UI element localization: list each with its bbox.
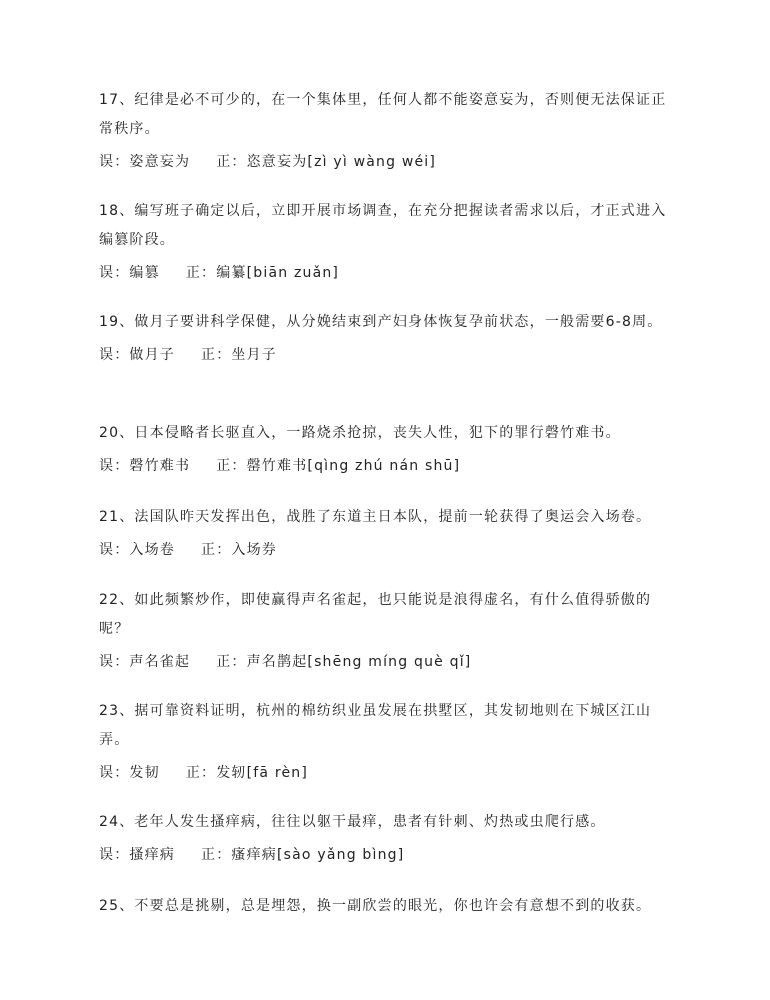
entry-sentence: 22、如此频繁炒作，即使赢得声名雀起，也只能说是浪得虚名，有什么值得骄傲的呢？	[99, 592, 652, 637]
correct-form: 正：编纂[biān zuǎn]	[185, 265, 340, 281]
entry-20	[99, 419, 669, 476]
entry-sentence: 24、老年人发生搔痒病，往往以躯干最痒，患者有针刺、灼热或虫爬行感。	[99, 814, 606, 830]
entry-25	[99, 892, 669, 921]
correct-form: 正：入场券	[201, 542, 277, 558]
wrong-form: 误：声名雀起	[99, 654, 191, 670]
entry-sentence: 17、纪律是必不可少的，在一个集体里，任何人都不能姿意妄为，否则便无法保证正常秩序。	[99, 92, 667, 137]
wrong-form: 误：做月子	[99, 347, 175, 363]
entry-correction	[99, 763, 669, 783]
entry-correction	[99, 845, 669, 865]
correct-form: 正：恣意妄为[zì yì wàng wéi]	[216, 154, 437, 170]
entry-23	[99, 697, 669, 783]
correct-form: 正：声名鹊起[shēng míng què qǐ]	[216, 654, 472, 670]
entry-correction	[99, 152, 669, 172]
entry-sentence: 20、日本侵略者长驱直入，一路烧杀抢掠，丧失人性，犯下的罪行磬竹难书。	[99, 425, 621, 441]
correct-form: 正：发轫[fā rèn]	[185, 765, 309, 781]
wrong-form: 误：编篡	[99, 265, 160, 281]
entry-correction	[99, 540, 669, 560]
correct-form: 正：坐月子	[201, 347, 277, 363]
wrong-form: 误：发韧	[99, 765, 160, 781]
entry-sentence: 19、做月子要讲科学保健，从分娩结束到产妇身体恢复孕前状态，一般需要6-8周。	[99, 314, 663, 330]
entry-correction	[99, 456, 669, 476]
entry-24	[99, 808, 669, 865]
wrong-form: 误：入场卷	[99, 542, 175, 558]
entry-sentence: 18、编写班子确定以后，立即开展市场调查，在充分把握读者需求以后，才正式进入编篡阶段。	[99, 203, 667, 248]
entry-correction	[99, 263, 669, 283]
entry-19	[99, 308, 669, 365]
entry-21	[99, 503, 669, 560]
entry-sentence: 23、据可靠资料证明，杭州的棉纺织业虽发展在拱墅区，其发韧地则在下城区江山弄。	[99, 703, 652, 748]
entry-correction	[99, 345, 669, 365]
entry-sentence: 25、不要总是挑剔，总是埋怨，换一副欣尝的眼光，你也许会有意想不到的收获。	[99, 898, 652, 914]
entry-sentence: 21、法国队昨天发挥出色，战胜了东道主日本队，提前一轮获得了奥运会入场卷。	[99, 509, 652, 525]
wrong-form: 误：磬竹难书	[99, 458, 191, 474]
wrong-form: 误：姿意妄为	[99, 154, 191, 170]
entry-correction	[99, 652, 669, 672]
correct-form: 正：罄竹难书[qìng zhú nán shū]	[216, 458, 461, 474]
correct-form: 正：瘙痒病[sào yǎng bìng]	[201, 847, 405, 863]
wrong-form: 误：搔痒病	[99, 847, 175, 863]
entry-18	[99, 197, 669, 283]
entry-22	[99, 586, 669, 672]
entry-17	[99, 86, 669, 172]
